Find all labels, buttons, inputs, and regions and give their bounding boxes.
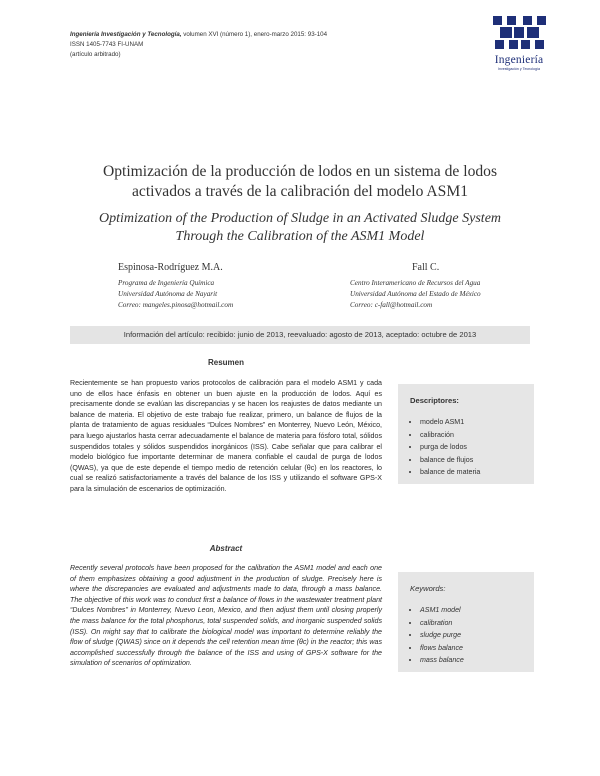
keywords-heading: Keywords:	[410, 584, 446, 593]
list-item: • modelo ASM1	[420, 416, 480, 429]
list-item: • flows balance	[420, 642, 464, 655]
abstract-text: Recently several protocols have been proposed for the calibration the ASM1 model and each one of them emphasizes obtaining a good adjustment in the production of sludge. Precisely here is where the discrepancies are evaluated and adjustments made to data, through a mass balance. The objective of this work was to conduct first a balance of flows in the wastewater treatment plant “Dulces Nombres” in Monterrey, Nuevo Leon, Mexico, and then adjust them until closing properly the mass balance for the total phosphorus, total suspended solids, and inorganic suspended solids (ISS). On might say that to calibrate the biological model was important to determine reliably the flow of sludge (QWAS) since on it depends the cell retention mean time (θc) in the reactor; this was accomplished successfully through the balance of the ISS and using of GPS-X software for the simulation of scenarios of optimization.	[70, 564, 382, 668]
list-item: • ASM1 model	[420, 604, 464, 617]
keywords-list	[408, 604, 464, 667]
author-institution: Universidad Autónoma del Estado de México	[350, 290, 481, 298]
list-item: • mass balance	[420, 654, 464, 667]
article-info-text: Información del artículo: recibido: junio de 2013, reevaluado: agosto de 2013, aceptado: octubre de 2013	[123, 330, 477, 339]
list-item: • balance de flujos	[420, 454, 480, 467]
author-affiliation: Centro Interamericano de Recursos del Agua	[350, 279, 481, 287]
resumen-text: Recientemente se han propuesto varios protocolos de calibración para el modelo ASM1 y cada uno de ellos hace énfasis en obtener un buen ajuste en la producción de lodos. Aquí es precisamente donde se evalúan las discrepancias y se hacen los reajustes de datos mediante un balance de materia. El objetivo de este trabajo fue realizar, primero, un balance de flujos de la planta de tratamiento de aguas residuales “Dulces Nombres” en Monterrey, Nuevo León, México, para luego ajustarlos hasta cerrar adecuadamente el balance de materia para fósforo total, sólidos suspendidos totales y sólidos suspendidos inorgánicos (ISS). Cabe señalar que para calibrar el modelo biológico fue importante determinar de manera confiable el caudal de purga de lodos (QWAS), ya que de este depende el tiempo medio de retención celular (θc) en los reactores, lo cual se realizó satisfactoriamente a través del balance de los ISS y utilizando el software GPS-X para la simulación de escenarios de optimización.	[70, 379, 382, 493]
resumen-heading: Resumen	[207, 358, 244, 367]
author-block-2	[350, 262, 550, 311]
article-note: (artículo arbitrado)	[70, 51, 121, 58]
list-item: • calibración	[420, 429, 480, 442]
title-en-line-1: Optimization of the Production of Sludge in an Activated Sludge System	[98, 211, 502, 226]
author-name: Fall C.	[412, 262, 440, 273]
journal-header	[70, 30, 430, 60]
list-item: • calibration	[420, 617, 464, 630]
keywords-box	[398, 572, 534, 672]
logo-wordmark: Ingeniería	[494, 54, 544, 66]
journal-name: Ingeniería Investigación y Tecnología,	[70, 31, 182, 38]
title-es-line-2: activados a través de la calibración del modelo ASM1	[131, 183, 469, 200]
journal-logo	[487, 14, 551, 76]
descriptores-list	[408, 416, 480, 479]
journal-issue: volumen XVI (número 1), enero-marzo 2015: 93-104	[181, 31, 328, 38]
title-spanish	[60, 162, 540, 202]
author-email: Correo: c-fall@hotmail.com	[350, 301, 433, 309]
title-en-line-2: Through the Calibration of the ASM1 Model	[175, 229, 425, 244]
author-block-1	[118, 262, 318, 311]
title-english	[60, 210, 540, 246]
descriptores-box	[398, 384, 534, 484]
author-institution: Universidad Autónoma de Nayarit	[118, 290, 218, 298]
logo-tagline: Investigación y Tecnología	[497, 67, 541, 71]
journal-issn: ISSN 1405-7743 FI-UNAM	[70, 41, 144, 48]
article-info-bar	[70, 326, 530, 344]
author-affiliation: Programa de Ingeniería Química	[118, 279, 215, 287]
list-item: • balance de materia	[420, 466, 480, 479]
list-item: • purga de lodos	[420, 441, 480, 454]
author-email: Correo: mangeles.pinosa@hotmail.com	[118, 301, 234, 309]
descriptores-heading: Descriptores:	[410, 396, 459, 405]
list-item: • sludge purge	[420, 629, 464, 642]
title-es-line-1: Optimización de la producción de lodos en un sistema de lodos	[102, 163, 498, 180]
author-name: Espinosa-Rodríguez M.A.	[118, 262, 223, 273]
journal-citation	[70, 30, 430, 40]
abstract-heading: Abstract	[209, 544, 243, 553]
logo-mark-icon	[487, 14, 551, 54]
